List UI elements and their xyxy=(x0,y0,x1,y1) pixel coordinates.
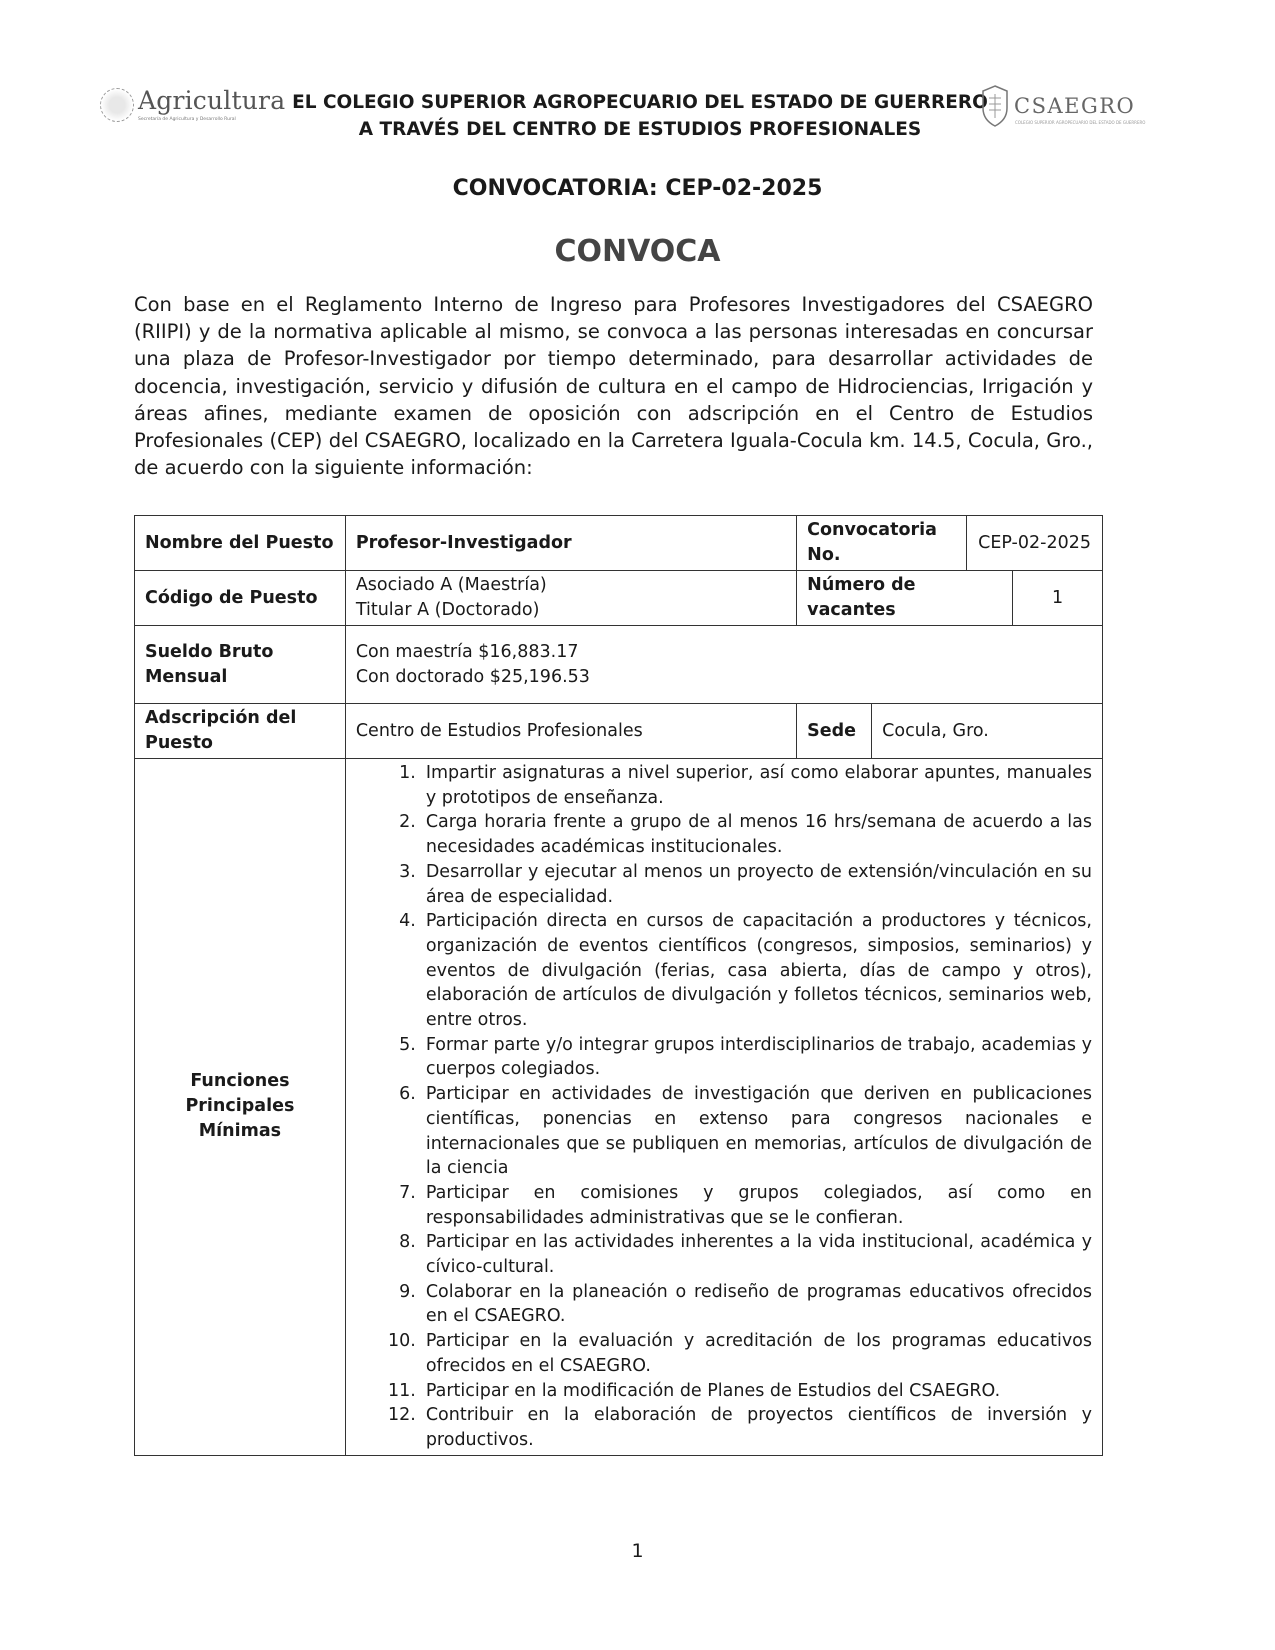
csaegro-shield-icon xyxy=(980,84,1010,128)
list-item-text: Carga horaria frente a grupo de al menos 16 hrs/semana de acuerdo a las necesidades académicas institucionales. xyxy=(425,812,1092,858)
list-item-text: Participar en la modificación de Planes de Estudios del CSAEGRO. xyxy=(425,1380,1001,1401)
institution-subtitle: A TRAVÉS DEL CENTRO DE ESTUDIOS PROFESIONALES xyxy=(358,119,922,140)
codigo-value xyxy=(345,571,796,626)
list-item-number: 5. xyxy=(399,1034,416,1055)
table-row xyxy=(135,516,1103,571)
agricultura-logo-subtext: Secretaría de Agricultura y Desarrollo Rural xyxy=(138,117,236,122)
list-item-number: 6. xyxy=(399,1084,416,1105)
sede-label: Sede xyxy=(797,704,872,759)
table-row xyxy=(135,759,1103,1456)
sueldo-value xyxy=(345,626,1102,704)
convoca-heading: CONVOCA xyxy=(554,234,721,269)
adscripcion-label: Adscripción del Puesto xyxy=(135,704,346,759)
vacantes-value: 1 xyxy=(1013,571,1103,626)
list-item-text: Contribuir en la elaboración de proyectos científicos de inversión y productivos. xyxy=(425,1405,1092,1450)
intro-paragraph: Con base en el Reglamento Interno de Ingreso para Profesores Investigadores del CSAEGRO (RIIPI) y de la normativa aplicable al mismo, se convoca a las personas interesadas en concursar una plaza de Profesor-Investigador por tiempo determinado, para desarrollar actividades de docencia, investigación, servicio y difusión de cultura en el campo de Hidrociencias, Irrigación y áreas afines, mediante examen de oposición con adscripción en el Centro de Estudios Profesionales (CEP) del CSAEGRO, localizado en la Carretera Iguala-Cocula km. 14.5, Cocula, Gro., de acuerdo con la siguiente información: xyxy=(134,293,1093,480)
adscripcion-value: Centro de Estudios Profesionales xyxy=(345,704,796,759)
convocatoria-no-value: CEP-02-2025 xyxy=(967,516,1103,571)
list-item xyxy=(352,909,1092,1033)
list-item-number: 2. xyxy=(399,812,416,833)
list-item-text: Colaborar en la planeación o rediseño de programas educativos ofrecidos en el CSAEGRO. xyxy=(425,1281,1092,1327)
nombre-value: Profesor-Investigador xyxy=(345,516,796,571)
list-item-text: Participar en las actividades inherentes a la vida institucional, académica y cívico-cultural. xyxy=(425,1232,1092,1278)
sueldo-label: Sueldo Bruto Mensual xyxy=(135,626,346,704)
list-item-number: 1. xyxy=(399,763,416,783)
codigo-label: Código de Puesto xyxy=(135,571,346,626)
mexico-seal-icon xyxy=(100,88,134,122)
list-item-text: Participación directa en cursos de capacitación a productores y técnicos, organización de eventos científicos (congresos, simposios, seminarios) y eventos de divulgación (ferias, casa abierta, días de campo y otros), elaboración de artículos de divulgación y folletos técnicos, seminarios web, entre otros. xyxy=(425,911,1092,1031)
list-item xyxy=(352,860,1092,909)
vacantes-label: Número de vacantes xyxy=(797,571,1013,626)
list-item xyxy=(352,810,1092,859)
list-item-number: 10. xyxy=(387,1331,416,1352)
list-item xyxy=(352,1181,1092,1230)
funciones-label: Funciones Principales Mínimas xyxy=(135,759,346,1456)
list-item-number: 8. xyxy=(399,1232,416,1253)
list-item-text: Participar en la evaluación y acreditación de los programas educativos ofrecidos en el CSAEGRO. xyxy=(425,1331,1092,1376)
position-details-table xyxy=(134,515,1103,1456)
sueldo-value-1: Con maestría $16,883.17 xyxy=(355,641,579,662)
list-item-text: Formar parte y/o integrar grupos interdisciplinarios de trabajo, academias y cuerpos colegiados. xyxy=(425,1034,1092,1080)
funciones-list xyxy=(352,761,1092,1453)
list-item xyxy=(352,1230,1092,1279)
codigo-value-1: Asociado A (Maestría) xyxy=(355,575,547,595)
list-item-number: 4. xyxy=(399,911,416,932)
list-item-text: Desarrollar y ejecutar al menos un proyecto de extensión/vinculación en su área de especialidad. xyxy=(425,861,1092,907)
institution-name: EL COLEGIO SUPERIOR AGROPECUARIO DEL ESTADO DE GUERRERO xyxy=(292,92,988,113)
sede-value: Cocula, Gro. xyxy=(872,704,1103,759)
list-item-number: 12. xyxy=(387,1405,416,1426)
page-number: 1 xyxy=(631,1540,644,1562)
list-item xyxy=(352,1280,1092,1329)
list-item-number: 11. xyxy=(387,1380,416,1401)
list-item-text: Impartir asignaturas a nivel superior, así como elaborar apuntes, manuales y prototipos de enseñanza. xyxy=(425,763,1092,808)
csaegro-logo xyxy=(980,82,1146,132)
list-item-text: Participar en comisiones y grupos colegiados, así como en responsabilidades administrativas que se le confieran. xyxy=(425,1182,1092,1228)
convocatoria-no-label: Convocatoria No. xyxy=(797,516,967,571)
list-item-number: 9. xyxy=(399,1281,416,1302)
agricultura-logo-text: Agricultura xyxy=(138,86,286,115)
convocatoria-title: CONVOCATORIA: CEP-02-2025 xyxy=(452,176,823,201)
csaegro-logo-text: CSAEGRO xyxy=(1014,94,1136,118)
list-item xyxy=(352,1033,1092,1082)
csaegro-logo-subtext: COLEGIO SUPERIOR AGROPECUARIO DEL ESTADO DE GUERRERO xyxy=(1015,120,1146,125)
list-item xyxy=(352,1329,1092,1378)
list-item xyxy=(352,1403,1092,1452)
list-item-text: Participar en actividades de investigación que deriven en publicaciones científicas, ponencias en extenso para congresos nacionales e internacionales que se publiquen en memorias, artículos de divulgación de la ciencia xyxy=(425,1084,1092,1179)
nombre-label: Nombre del Puesto xyxy=(135,516,346,571)
list-item xyxy=(352,1379,1092,1404)
list-item xyxy=(352,1082,1092,1181)
list-item-number: 7. xyxy=(399,1182,416,1203)
list-item xyxy=(352,761,1092,810)
table-row xyxy=(135,571,1103,626)
list-item-number: 3. xyxy=(399,861,416,882)
table-row xyxy=(135,704,1103,759)
table-row xyxy=(135,626,1103,704)
sueldo-value-2: Con doctorado $25,196.53 xyxy=(355,666,590,687)
codigo-value-2: Titular A (Doctorado) xyxy=(355,600,540,620)
funciones-cell xyxy=(345,759,1102,1456)
